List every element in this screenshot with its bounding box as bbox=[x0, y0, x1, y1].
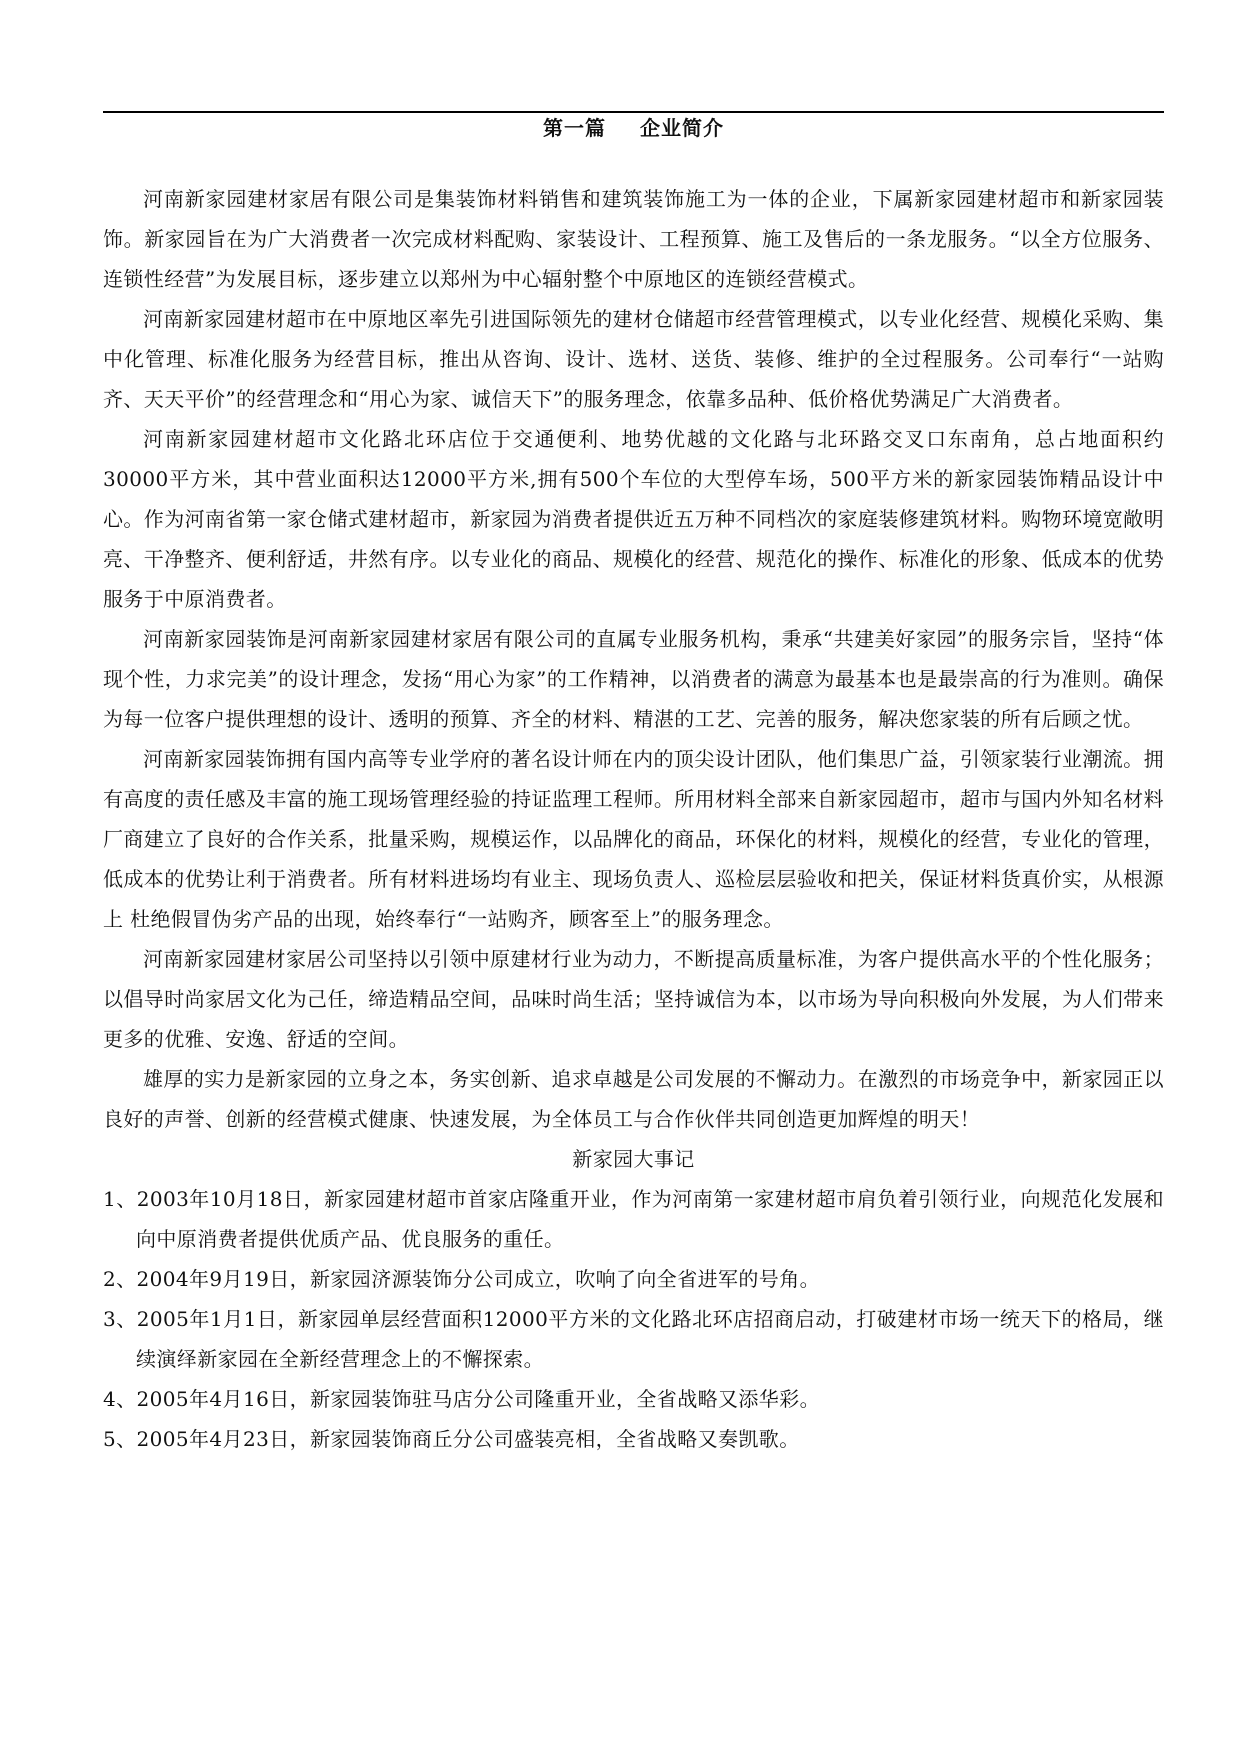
event-item: 3、2005年1月1日，新家园单层经营面积12000平方米的文化路北环店招商启动，打破建材市场一统天下的格局，继续演绎新家园在全新经营理念上的不懈探索。 bbox=[103, 1307, 1164, 1371]
design-team-paragraph: 河南新家园装饰拥有国内高等专业学府的著名设计师在内的顶尖设计团队，他们集思广益，引领家装行业潮流。拥有高度的责任感及丰富的施工现场管理经验的持证监理工程师。所用材料全部来自新家园超市，超市与国内外知名材料厂商建立了良好的合作关系，批量采购，规模运作，以品牌化的商品，环保化的材料，规模化的经营，专业化的管理，低成本的优势让利于消费者。所有材料进场均有业主、现场负责人、巡检层层验收和把关，保证材料货真价实，从根源上 杜绝假冒伪劣产品的出现，始终奉行“一站购齐，顾客至上”的服务理念。 bbox=[103, 747, 1164, 931]
event-item: 5、2005年4月23日，新家园装饰商丘分公司盛装亮相，全省战略又奏凯歌。 bbox=[103, 1427, 800, 1451]
chapter-heading bbox=[103, 114, 1164, 142]
event-item: 2、2004年9月19日，新家园济源装饰分公司成立，吹响了向全省进军的号角。 bbox=[103, 1267, 820, 1291]
decoration-paragraph: 河南新家园装饰是河南新家园建材家居有限公司的直属专业服务机构，秉承“共建美好家园”的服务宗旨，坚持“体现个性，力求完美”的设计理念，发扬“用心为家”的工作精神，以消费者的满意为最基本也是最崇高的行为准则。确保为每一位客户提供理想的设计、透明的预算、齐全的材料、精湛的工艺、完善的服务，解决您家装的所有后顾之忧。 bbox=[103, 627, 1164, 731]
closing-paragraph: 雄厚的实力是新家园的立身之本，务实创新、追求卓越是公司发展的不懈动力。在激烈的市场竞争中，新家园正以良好的声誉、创新的经营模式健康、快速发展，为全体员工与合作伙伴共同创造更加辉煌的明天！ bbox=[103, 1067, 1164, 1131]
mission-paragraph: 河南新家园建材家居公司坚持以引领中原建材行业为动力，不断提高质量标准，为客户提供高水平的个性化服务；以倡导时尚家居文化为己任，缔造精品空间，品味时尚生活；坚持诚信为本，以市场为导向积极向外发展，为人们带来更多的优雅、安逸、舒适的空间。 bbox=[103, 947, 1164, 1051]
chapter-number: 第一篇 bbox=[543, 116, 606, 140]
intro-paragraph: 河南新家园建材家居有限公司是集装饰材料销售和建筑装饰施工为一体的企业，下属新家园建材超市和新家园装饰。新家园旨在为广大消费者一次完成材料配购、家装设计、工程预算、施工及售后的一条龙服务。“以全方位服务、连锁性经营”为发展目标，逐步建立以郑州为中心辐射整个中原地区的连锁经营模式。 bbox=[103, 187, 1164, 291]
header-rule bbox=[103, 111, 1164, 113]
event-item: 1、2003年10月18日，新家园建材超市首家店隆重开业，作为河南第一家建材超市肩负着引领行业，向规范化发展和向中原消费者提供优质产品、优良服务的重任。 bbox=[103, 1187, 1164, 1251]
chapter-title: 企业简介 bbox=[640, 116, 724, 140]
document-body bbox=[103, 179, 1164, 1459]
store-paragraph: 河南新家园建材超市文化路北环店位于交通便利、地势优越的文化路与北环路交叉口东南角，总占地面积约30000平方米，其中营业面积达12000平方米,拥有500个车位的大型停车场，500平方米的新家园装饰精品设计中心。作为河南省第一家仓储式建材超市，新家园为消费者提供近五万种不同档次的家庭装修建筑材料。购物环境宽敞明亮、干净整齐、便利舒适，井然有序。以专业化的商品、规模化的经营、规范化的操作、标准化的形象、低成本的优势服务于中原消费者。 bbox=[103, 427, 1164, 611]
events-heading: 新家园大事记 bbox=[572, 1147, 695, 1171]
supermarket-paragraph: 河南新家园建材超市在中原地区率先引进国际领先的建材仓储超市经营管理模式，以专业化经营、规模化采购、集中化管理、标准化服务为经营目标，推出从咨询、设计、选材、送货、装修、维护的全过程服务。公司奉行“一站购齐、天天平价”的经营理念和“用心为家、诚信天下”的服务理念，依靠多品种、低价格优势满足广大消费者。 bbox=[103, 307, 1164, 411]
event-item: 4、2005年4月16日，新家园装饰驻马店分公司隆重开业，全省战略又添华彩。 bbox=[103, 1387, 820, 1411]
